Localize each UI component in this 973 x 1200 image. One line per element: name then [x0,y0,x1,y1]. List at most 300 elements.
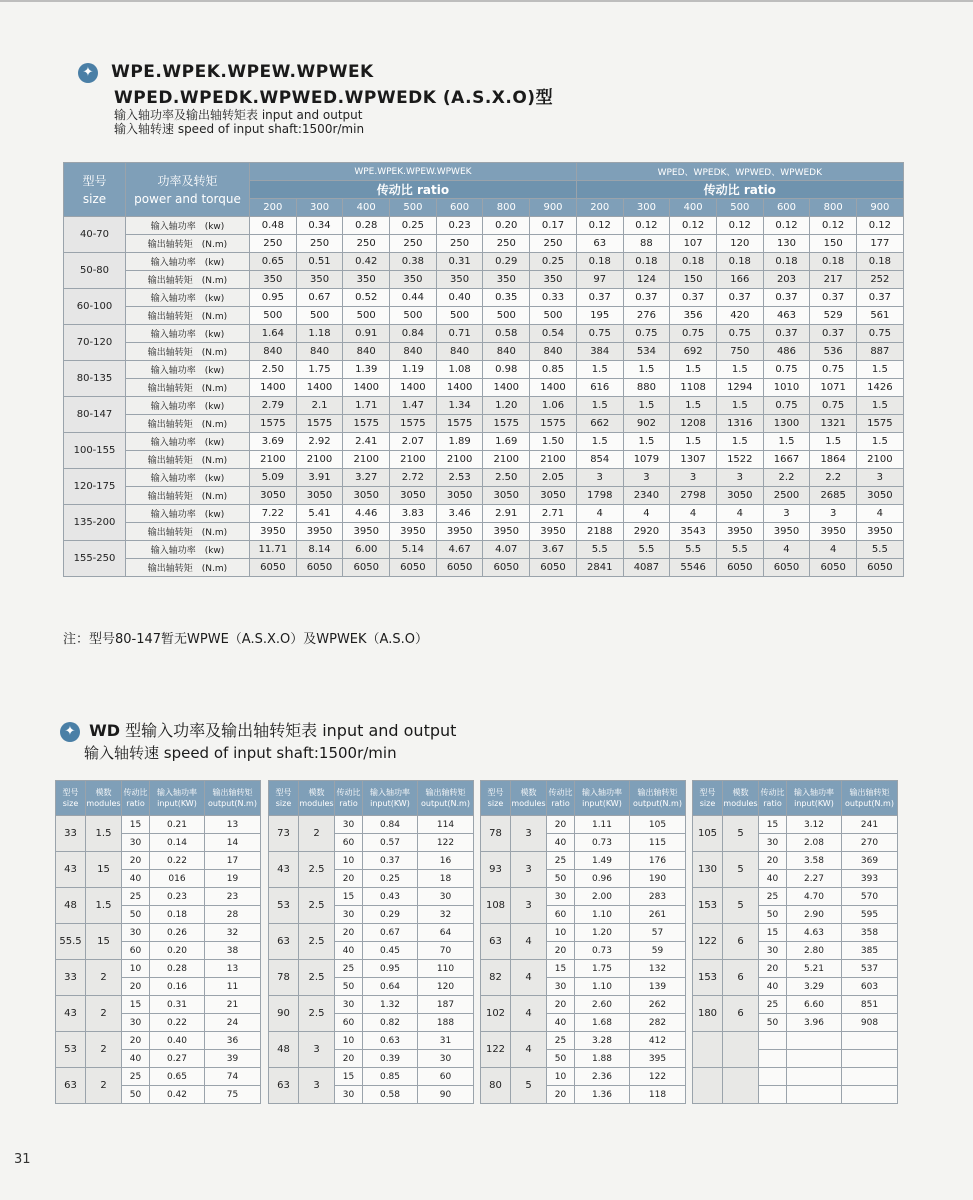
value-cell: 1575 [857,415,904,433]
value-cell: 1.5 [623,361,670,379]
ratio-col-header: 900 [530,199,577,217]
value-cell: 2685 [810,487,857,505]
power-torque-table [63,162,904,577]
value-cell: 5.5 [670,541,717,559]
table-row [481,852,686,870]
value-cell: 97 [576,271,623,289]
value-cell: 350 [436,271,483,289]
value-cell: 3950 [436,523,483,541]
value-cell: 4 [716,505,763,523]
group-right-header: WPED、WPEDK、WPWED、WPWEDK [576,163,903,181]
wd-module-cell: 3 [511,852,547,888]
value-cell: 840 [436,343,483,361]
value-cell: 4.46 [343,505,390,523]
wd-output-cell: 270 [842,834,898,852]
value-cell: 1.06 [530,397,577,415]
value-cell: 662 [576,415,623,433]
input-power-label: 输入轴功率 (kw) [126,325,250,343]
wd-output-cell: 110 [418,960,474,978]
value-cell: 3950 [857,523,904,541]
value-cell: 3950 [390,523,437,541]
output-torque-label: 输出轴转矩 (N.m) [126,487,250,505]
power-header-en: power and torque [134,191,241,206]
wd-size-cell: 122 [693,924,723,960]
wd-col-header-size: 型号 size [269,781,299,816]
value-cell: 2.07 [390,433,437,451]
value-cell: 0.71 [436,325,483,343]
table-row [56,996,261,1014]
wd-output-cell: 262 [630,996,686,1014]
value-cell: 3950 [343,523,390,541]
wd-module-cell [723,1032,759,1068]
wd-output-cell: 30 [418,888,474,906]
value-cell: 2920 [623,523,670,541]
value-cell: 1575 [343,415,390,433]
wd-input-cell: 016 [150,870,205,888]
table-row [481,1068,686,1086]
value-cell: 4.67 [436,541,483,559]
value-cell: 0.37 [670,289,717,307]
power-header [126,163,250,217]
wd-size-cell: 48 [269,1032,299,1068]
value-cell: 3050 [436,487,483,505]
top-rule [0,0,973,2]
value-cell: 1400 [436,379,483,397]
wd-size-cell: 55.5 [56,924,86,960]
table-row [269,1032,474,1050]
value-cell: 0.18 [623,253,670,271]
wd-input-cell [787,1050,842,1068]
output-torque-label: 输出轴转矩 (N.m) [126,451,250,469]
wd-input-cell: 0.28 [150,960,205,978]
wd-ratio-cell: 25 [122,888,150,906]
wd-ratio-cell: 30 [335,1086,363,1104]
wd-output-cell: 74 [205,1068,261,1086]
size-cell: 40-70 [64,217,126,253]
wd-output-cell: 385 [842,942,898,960]
value-cell: 1.5 [670,397,717,415]
wd-ratio-cell: 60 [335,1014,363,1032]
value-cell: 854 [576,451,623,469]
wd-table-3 [480,780,686,1104]
wd-input-cell: 0.25 [363,870,418,888]
value-cell: 0.42 [343,253,390,271]
table-row [481,924,686,942]
ratio-header-left: 传动比 ratio [250,181,577,199]
value-cell: 2841 [576,559,623,577]
value-cell: 1.64 [250,325,297,343]
wd-size-cell: 130 [693,852,723,888]
value-cell: 463 [763,307,810,325]
table-row [56,852,261,870]
table-row [64,397,904,415]
table-row [56,1068,261,1086]
value-cell: 0.58 [483,325,530,343]
table-row [269,816,474,834]
wd-input-cell: 2.60 [575,996,630,1014]
wd-size-cell: 63 [56,1068,86,1104]
size-cell: 60-100 [64,289,126,325]
value-cell: 1108 [670,379,717,397]
value-cell: 486 [763,343,810,361]
wd-output-cell: 176 [630,852,686,870]
wd-output-cell: 18 [418,870,474,888]
value-cell: 5.5 [716,541,763,559]
ratio-col-header: 600 [436,199,483,217]
wd-ratio-cell: 40 [122,1050,150,1068]
value-cell: 529 [810,307,857,325]
value-cell: 0.75 [623,325,670,343]
value-cell: 3050 [296,487,343,505]
value-cell: 0.37 [857,289,904,307]
value-cell: 1667 [763,451,810,469]
table-row [56,816,261,834]
value-cell: 0.18 [716,253,763,271]
wd-ratio-cell: 50 [335,978,363,996]
value-cell: 11.71 [250,541,297,559]
value-cell: 2.79 [250,397,297,415]
value-cell: 1798 [576,487,623,505]
table-row [56,1032,261,1050]
wd-size-cell: 43 [269,852,299,888]
wd-subtitle: 输入轴转速 speed of input shaft:1500r/min [84,743,397,762]
wd-output-cell: 16 [418,852,474,870]
value-cell: 1.89 [436,433,483,451]
value-cell: 1.5 [716,433,763,451]
value-cell: 3050 [250,487,297,505]
wd-output-cell: 122 [630,1068,686,1086]
wd-module-cell: 4 [511,1032,547,1068]
value-cell: 1208 [670,415,717,433]
value-cell: 2.71 [530,505,577,523]
value-cell: 166 [716,271,763,289]
value-cell: 0.33 [530,289,577,307]
wd-size-cell: 48 [56,888,86,924]
value-cell: 203 [763,271,810,289]
value-cell: 0.54 [530,325,577,343]
value-cell: 63 [576,235,623,253]
table-row [64,289,904,307]
table-row [481,888,686,906]
size-cell: 120-175 [64,469,126,505]
value-cell: 6050 [390,559,437,577]
title-line1: WPE.WPEK.WPEW.WPWEK [111,62,374,82]
value-cell: 1400 [390,379,437,397]
wd-output-cell: 21 [205,996,261,1014]
wd-ratio-cell: 15 [122,816,150,834]
wd-ratio-cell: 25 [547,852,575,870]
value-cell: 3 [623,469,670,487]
value-cell: 2.92 [296,433,343,451]
value-cell: 1.5 [716,361,763,379]
value-cell: 0.75 [857,325,904,343]
value-cell: 500 [483,307,530,325]
wd-module-cell: 5 [723,816,759,852]
value-cell: 4 [857,505,904,523]
wd-ratio-cell: 30 [122,924,150,942]
value-cell: 3050 [716,487,763,505]
value-cell: 0.48 [250,217,297,235]
size-cell: 155-250 [64,541,126,577]
value-cell: 6050 [250,559,297,577]
wd-size-cell: 53 [56,1032,86,1068]
table-row [269,888,474,906]
value-cell: 0.25 [390,217,437,235]
value-cell: 2100 [857,451,904,469]
ratio-col-header: 500 [716,199,763,217]
value-cell: 1.69 [483,433,530,451]
wd-table-1 [55,780,261,1104]
wd-output-cell: 369 [842,852,898,870]
value-cell: 1.50 [530,433,577,451]
wd-size-cell: 93 [481,852,511,888]
wd-input-cell: 2.80 [787,942,842,960]
value-cell: 0.52 [343,289,390,307]
value-cell: 0.12 [810,217,857,235]
value-cell: 2.50 [483,469,530,487]
value-cell: 0.75 [810,397,857,415]
table-row [64,469,904,487]
input-power-label: 输入轴功率 (kw) [126,469,250,487]
value-cell: 4.07 [483,541,530,559]
value-cell: 3950 [810,523,857,541]
wd-input-cell: 0.22 [150,852,205,870]
value-cell: 6050 [763,559,810,577]
table-row [269,924,474,942]
size-header-cn: 型号 [82,173,107,188]
wd-input-cell: 2.27 [787,870,842,888]
wd-input-cell: 0.21 [150,816,205,834]
wd-ratio-cell: 20 [122,978,150,996]
output-torque-label: 输出轴转矩 (N.m) [126,307,250,325]
wd-size-cell: 63 [269,924,299,960]
wd-module-cell: 15 [86,852,122,888]
wd-input-cell: 1.20 [575,924,630,942]
wd-ratio-cell: 40 [759,978,787,996]
value-cell: 1400 [483,379,530,397]
value-cell: 1400 [343,379,390,397]
value-cell: 0.37 [623,289,670,307]
value-cell: 4 [670,505,717,523]
wd-output-cell: 188 [418,1014,474,1032]
value-cell: 1.5 [670,433,717,451]
value-cell: 150 [670,271,717,289]
wd-output-cell: 851 [842,996,898,1014]
wd-input-cell [787,1032,842,1050]
wd-output-cell: 190 [630,870,686,888]
value-cell: 500 [390,307,437,325]
table-row [64,379,904,397]
value-cell: 500 [343,307,390,325]
value-cell: 3.46 [436,505,483,523]
wd-output-cell: 358 [842,924,898,942]
wd-ratio-cell: 20 [122,852,150,870]
value-cell: 2100 [343,451,390,469]
wd-module-cell: 4 [511,960,547,996]
wd-output-cell [842,1086,898,1104]
wd-input-cell: 0.26 [150,924,205,942]
value-cell: 5546 [670,559,717,577]
size-cell: 70-120 [64,325,126,361]
table-row [64,433,904,451]
value-cell: 250 [530,235,577,253]
value-cell: 1071 [810,379,857,397]
wd-size-cell: 33 [56,960,86,996]
wd-output-cell: 32 [418,906,474,924]
wd-input-cell: 0.73 [575,942,630,960]
wd-input-cell: 3.28 [575,1032,630,1050]
wd-col-header-ratio: 传动比 ratio [547,781,575,816]
value-cell: 3050 [857,487,904,505]
wd-input-cell [787,1068,842,1086]
output-torque-label: 输出轴转矩 (N.m) [126,271,250,289]
value-cell: 107 [670,235,717,253]
wd-module-cell: 2.5 [299,852,335,888]
wd-output-cell: 19 [205,870,261,888]
wd-input-cell: 2.36 [575,1068,630,1086]
wd-input-cell: 1.10 [575,978,630,996]
wd-output-cell [842,1050,898,1068]
wd-input-cell: 0.65 [150,1068,205,1086]
value-cell: 1575 [436,415,483,433]
value-cell: 4 [810,541,857,559]
wd-ratio-cell: 25 [335,960,363,978]
wd-ratio-cell: 15 [759,816,787,834]
value-cell: 0.12 [576,217,623,235]
wd-module-cell: 6 [723,924,759,960]
value-cell: 4 [576,505,623,523]
wd-module-cell: 4 [511,996,547,1032]
wd-output-cell: 122 [418,834,474,852]
wd-ratio-cell: 30 [547,888,575,906]
value-cell: 350 [530,271,577,289]
wd-ratio-cell: 20 [547,996,575,1014]
value-cell: 3950 [296,523,343,541]
value-cell: 0.12 [763,217,810,235]
value-cell: 250 [296,235,343,253]
wd-output-cell: 105 [630,816,686,834]
wd-size-cell: 153 [693,888,723,924]
wd-title-prefix: WD [89,721,121,740]
wd-col-header-input: 输入轴功率 input(KW) [363,781,418,816]
wd-output-cell: 23 [205,888,261,906]
value-cell: 6.00 [343,541,390,559]
size-cell: 50-80 [64,253,126,289]
wd-output-cell: 75 [205,1086,261,1104]
value-cell: 0.75 [763,397,810,415]
wd-module-cell: 2.5 [299,996,335,1032]
wd-col-header-output: 输出轴转矩 output(N.m) [205,781,261,816]
wd-ratio-cell: 10 [335,1032,363,1050]
wd-ratio-cell: 25 [122,1068,150,1086]
size-cell: 100-155 [64,433,126,469]
wd-ratio-cell: 20 [547,1086,575,1104]
value-cell: 356 [670,307,717,325]
value-cell: 4087 [623,559,670,577]
output-torque-label: 输出轴转矩 (N.m) [126,235,250,253]
value-cell: 3.67 [530,541,577,559]
value-cell: 3050 [483,487,530,505]
wd-input-cell: 0.40 [150,1032,205,1050]
wd-input-cell: 0.39 [363,1050,418,1068]
wd-input-cell: 1.49 [575,852,630,870]
value-cell: 350 [343,271,390,289]
value-cell: 2.2 [763,469,810,487]
wd-input-cell: 0.63 [363,1032,418,1050]
value-cell: 0.37 [810,289,857,307]
wd-ratio-cell: 30 [335,816,363,834]
value-cell: 1.5 [576,361,623,379]
wd-output-cell: 603 [842,978,898,996]
wd-size-cell: 90 [269,996,299,1032]
value-cell: 3.91 [296,469,343,487]
wd-input-cell: 1.75 [575,960,630,978]
input-power-label: 输入轴功率 (kw) [126,541,250,559]
wd-ratio-cell: 10 [547,1068,575,1086]
value-cell: 0.98 [483,361,530,379]
value-cell: 120 [716,235,763,253]
value-cell: 0.85 [530,361,577,379]
wd-input-cell: 2.90 [787,906,842,924]
value-cell: 1.20 [483,397,530,415]
wd-module-cell: 6 [723,996,759,1032]
table-row [64,523,904,541]
wd-size-cell: 78 [481,816,511,852]
value-cell: 692 [670,343,717,361]
table-row [64,541,904,559]
value-cell: 0.25 [530,253,577,271]
wd-size-cell: 180 [693,996,723,1032]
wd-ratio-cell: 30 [122,834,150,852]
value-cell: 2798 [670,487,717,505]
wd-col-header-input: 输入轴功率 input(KW) [787,781,842,816]
value-cell: 0.40 [436,289,483,307]
ratio-col-header: 500 [390,199,437,217]
wd-output-cell: 537 [842,960,898,978]
wd-module-cell [723,1068,759,1104]
value-cell: 534 [623,343,670,361]
value-cell: 0.28 [343,217,390,235]
wd-input-cell: 5.21 [787,960,842,978]
wd-module-cell: 3 [299,1032,335,1068]
value-cell: 500 [250,307,297,325]
wd-input-cell: 2.00 [575,888,630,906]
wd-input-cell: 0.96 [575,870,630,888]
wd-input-cell: 0.23 [150,888,205,906]
wd-output-cell: 118 [630,1086,686,1104]
value-cell: 0.29 [483,253,530,271]
wd-size-cell: 43 [56,852,86,888]
value-cell: 3543 [670,523,717,541]
value-cell: 250 [250,235,297,253]
value-cell: 3050 [390,487,437,505]
value-cell: 0.67 [296,289,343,307]
value-cell: 2100 [483,451,530,469]
size-header [64,163,126,217]
wd-input-cell: 3.29 [787,978,842,996]
wd-module-cell: 2.5 [299,888,335,924]
value-cell: 3.69 [250,433,297,451]
value-cell: 5.5 [623,541,670,559]
wd-input-cell: 4.63 [787,924,842,942]
wd-size-cell [693,1032,723,1068]
wd-input-cell: 0.95 [363,960,418,978]
wd-output-cell: 39 [205,1050,261,1068]
wd-ratio-cell: 25 [759,996,787,1014]
value-cell: 1575 [250,415,297,433]
value-cell: 1.5 [810,433,857,451]
output-torque-label: 输出轴转矩 (N.m) [126,415,250,433]
